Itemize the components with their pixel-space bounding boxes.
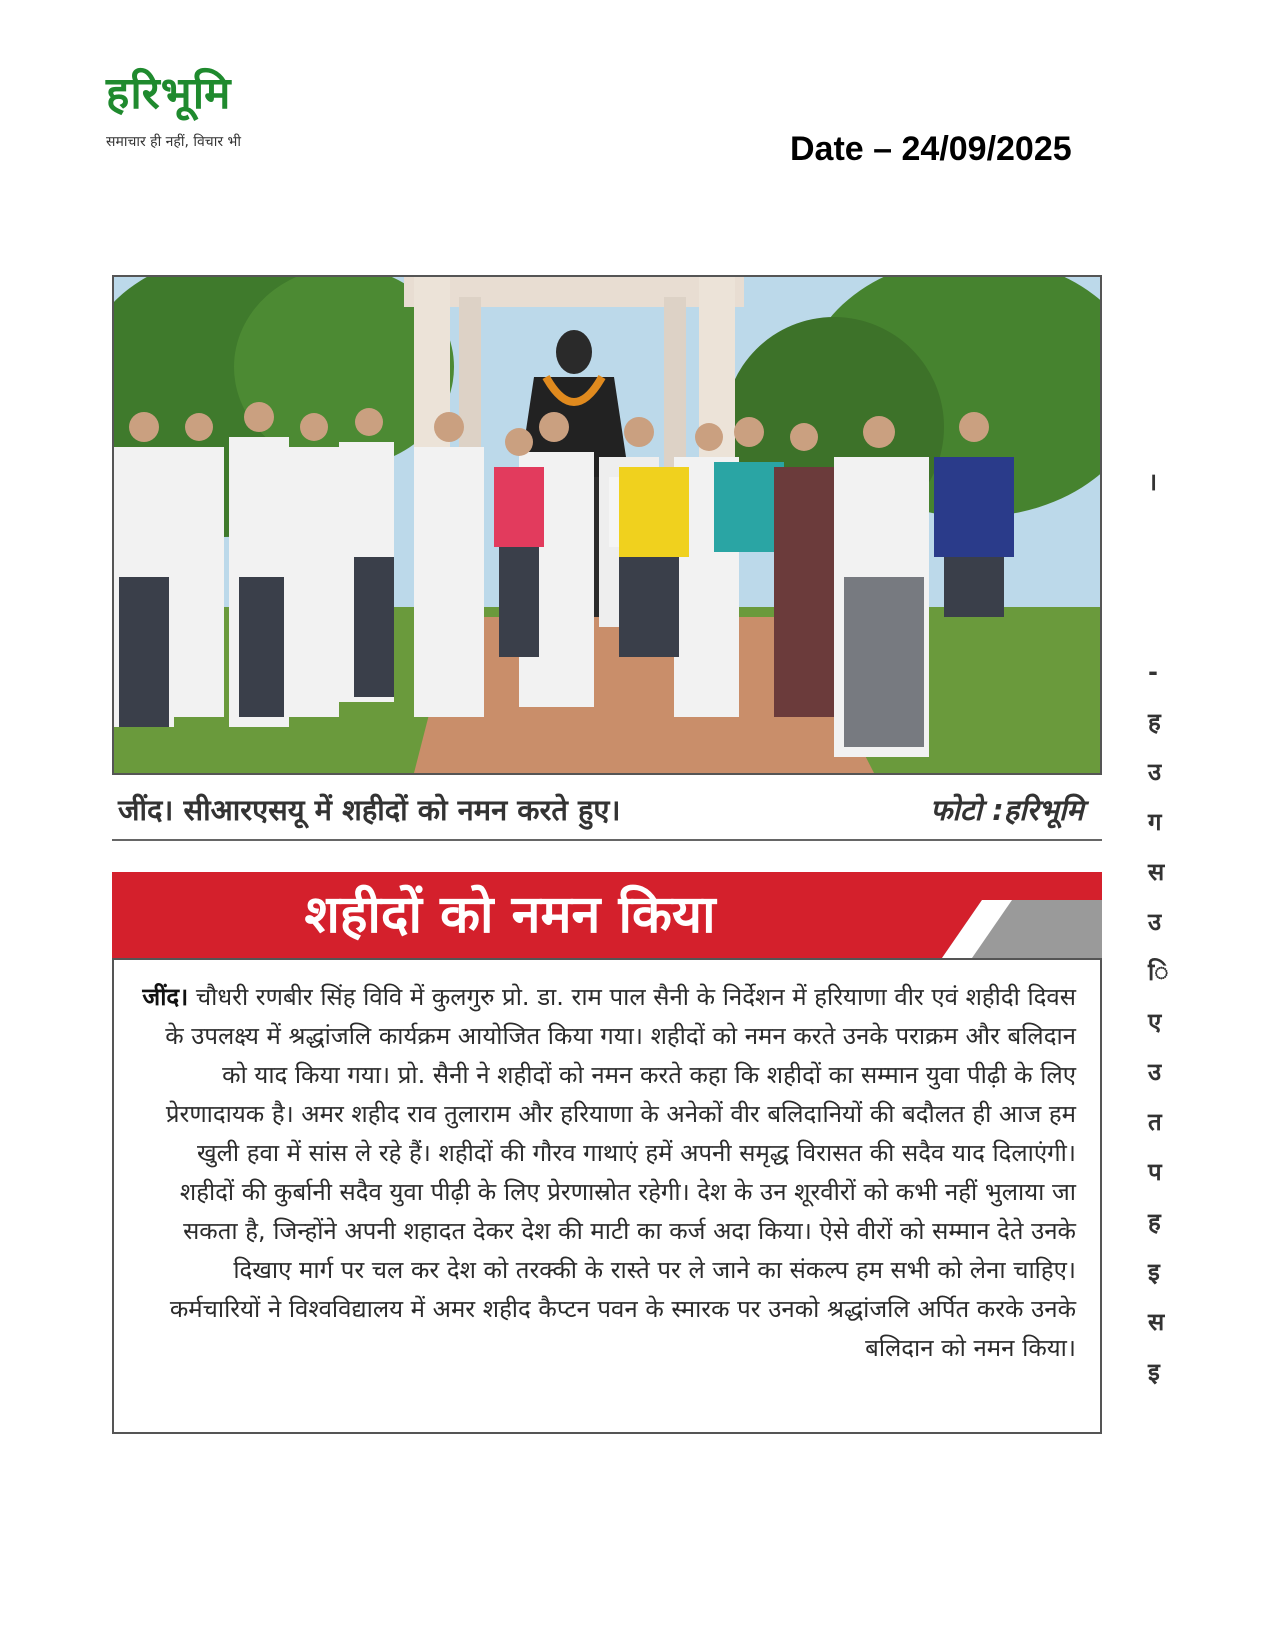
logo-wordmark: हरिभूमि xyxy=(106,68,232,119)
article-body xyxy=(138,978,1076,1368)
newspaper-logo xyxy=(104,66,326,170)
edge-char: - xyxy=(1148,658,1158,686)
caption-divider xyxy=(112,839,1102,841)
edge-char: ह xyxy=(1148,1208,1161,1236)
edge-char: प xyxy=(1148,1158,1162,1186)
group-photo-memorial-icon xyxy=(114,277,1100,773)
logo-tagline: समाचार ही नहीं, विचार भी xyxy=(106,134,241,150)
edge-char: ए xyxy=(1148,1008,1162,1036)
edge-char: इ xyxy=(1148,1258,1160,1286)
news-photo xyxy=(112,275,1102,775)
edge-char: ग xyxy=(1148,808,1162,836)
photo-credit: फोटो :हरिभूमि xyxy=(930,793,1084,827)
edge-char: त xyxy=(1148,1108,1162,1136)
clipping-date: Date – 24/09/2025 xyxy=(790,130,1072,168)
edge-char: उ xyxy=(1148,1058,1162,1086)
adjacent-column-fragment xyxy=(1148,470,1172,1400)
article-text: चौधरी रणबीर सिंह विवि में कुलगुरु प्रो. डा. राम पाल सैनी के निर्देशन में हरियाणा वीर एवं शहीदी दिवस के उपलक्ष्य में श्रद्धांजलि कार्यक्रम आयोजित किया गया। शहीदों को नमन करते उनके पराक्रम और बलिदान को याद किया गया। प्रो. सैनी ने शहीदों को नमन करते कहा कि शहीदों का सम्मान युवा पीढ़ी के लिए प्रेरणादायक है। अमर शहीद राव तुलाराम और हरियाणा के अनेकों वीर बलिदानियों की बदौलत ही आज हम खुली हवा में सांस ले रहे हैं। शहीदों की गौरव गाथाएं हमें अपनी समृद्ध विरासत की सदैव याद दिलाएंगी। शहीदों की कुर्बानी सदैव युवा पीढ़ी के लिए प्रेरणास्रोत रहेगी। देश के उन शूरवीरों को कभी नहीं भुलाया जा सकता है, जिन्होंने अपनी शहादत देकर देश की माटी का कर्ज अदा किया। ऐसे वीरों को सम्मान देते उनके दिखाए मार्ग पर चल कर देश को तरक्की के रास्ते पर ले जाने का संकल्प हम सभी को लेना चाहिए। कर्मचारियों ने विश्वविद्यालय में अमर शहीद कैप्टन पवन के स्मारक पर उनको श्रद्धांजलि अर्पित करके उनके बलिदान को नमन किया। xyxy=(165,983,1076,1362)
edge-char: उ xyxy=(1148,908,1162,936)
headline: शहीदों को नमन किया xyxy=(304,885,716,945)
edge-char: । xyxy=(1148,468,1158,496)
edge-char: ह xyxy=(1148,708,1161,736)
edge-char: स xyxy=(1148,1308,1165,1336)
photo-caption: जींद। सीआरएसयू में शहीदों को नमन करते हुए। xyxy=(118,793,621,827)
edge-char: ि xyxy=(1148,958,1169,986)
edge-char: उ xyxy=(1148,758,1162,786)
article-box xyxy=(112,958,1102,1434)
edge-char: इ xyxy=(1148,1358,1160,1386)
edge-char: स xyxy=(1148,858,1165,886)
article-dateline: जींद। xyxy=(142,983,189,1011)
